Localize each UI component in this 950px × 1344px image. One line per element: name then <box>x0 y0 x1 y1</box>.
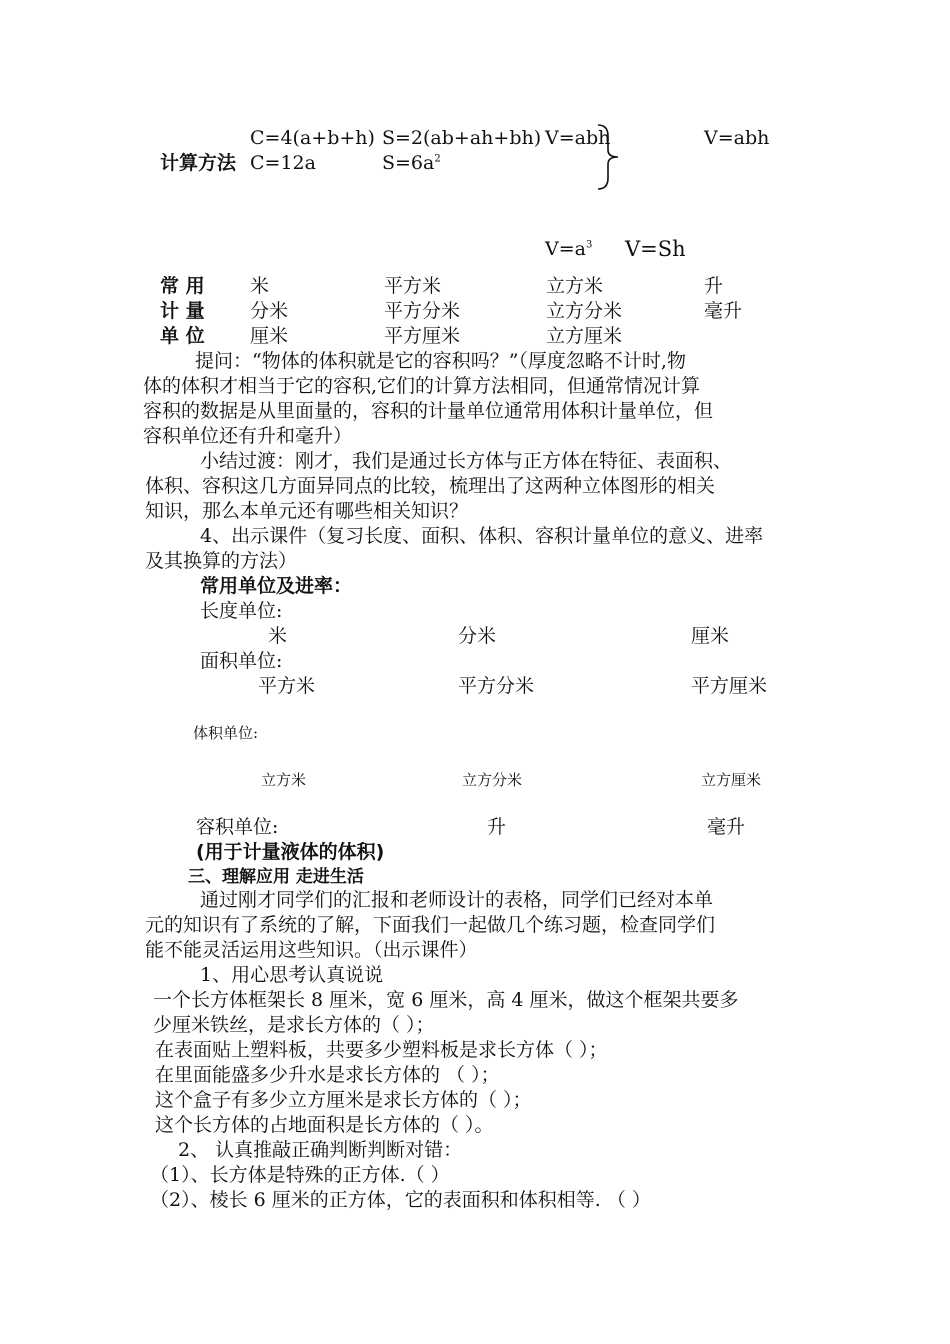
question-line: （2）、棱长 6 厘米的正方体，它的表面积和体积相等. （ ） <box>150 1189 651 1211</box>
table-row-label: 常 用 <box>160 275 205 297</box>
formula-surface-cube: $S=6a^2$ <box>382 152 441 174</box>
paragraph-line: 容积的数据是从里面量的，容积的计量单位通常用体积计量单位，但 <box>143 400 714 422</box>
volume-units-label: 体积单位: <box>193 724 259 742</box>
section-heading: 三、理解应用 走进生活 <box>188 867 364 887</box>
table-cell: 毫升 <box>704 300 743 322</box>
question-line: 一个长方体框架长 8 厘米，宽 6 厘米，高 4 厘米，做这个框架共要多 <box>153 989 739 1011</box>
unit-item: 分米 <box>458 625 497 647</box>
table-cell: 升 <box>704 275 724 297</box>
formula-volume-cuboid: V=abh <box>545 127 611 149</box>
formula-volume-general: V=abh <box>704 127 770 149</box>
paragraph-line: 体的体积才相当于它的容积,它们的计算方法相同，但通常情况计算 <box>143 375 701 397</box>
question-line: 在里面能盛多少升水是求长方体的 （ ）； <box>155 1064 500 1086</box>
unit-item: 升 <box>487 816 507 838</box>
unit-item: 立方厘米 <box>701 771 762 789</box>
area-units-label: 面积单位: <box>200 650 283 672</box>
unit-item: 厘米 <box>691 625 730 647</box>
paragraph-line: 提问：“物体的体积就是它的容积吗？”（厚度忽略不计时,物 <box>195 350 686 372</box>
section-heading: 常用单位及进率： <box>200 575 353 597</box>
unit-item: 平方分米 <box>458 675 535 697</box>
unit-item: 平方米 <box>258 675 316 697</box>
table-row-label: 单 位 <box>160 325 205 347</box>
question-line: 这个盒子有多少立方厘米是求长方体的（ ）； <box>155 1089 532 1111</box>
question-line: 这个长方体的占地面积是长方体的（ ）。 <box>155 1114 494 1136</box>
table-cell: 立方分米 <box>546 300 623 322</box>
paragraph-line: 及其换算的方法） <box>145 550 298 572</box>
formula-volume-prism: V=Sh <box>625 237 686 261</box>
question-line: 在表面贴上塑料板，共要多少塑料板是求长方体（ ）； <box>155 1039 608 1061</box>
formula-surface-cuboid: S=2(ab+ah+bh) <box>382 127 542 149</box>
table-cell: 平方米 <box>384 275 442 297</box>
question-title: 1、用心思考认真说说 <box>200 964 384 986</box>
table-cell: 立方米 <box>546 275 604 297</box>
table-cell: 立方厘米 <box>546 325 623 347</box>
paragraph-line: 4、出示课件（复习长度、面积、体积、容积计量单位的意义、进率 <box>200 525 764 547</box>
paragraph-line: 小结过渡：刚才，我们是通过长方体与正方体在特征、表面积、 <box>200 450 733 472</box>
table-cell: 平方厘米 <box>384 325 461 347</box>
table-cell: 分米 <box>250 300 289 322</box>
length-units-label: 长度单位: <box>200 600 283 622</box>
unit-item: 立方分米 <box>462 771 523 789</box>
paragraph-line: 元的知识有了系统的了解，下面我们一起做几个练习题，检查同学们 <box>145 914 716 936</box>
capacity-note: (用于计量液体的体积) <box>196 841 385 863</box>
right-brace-icon <box>596 124 620 190</box>
table-cell: 米 <box>250 275 270 297</box>
paragraph-line: 能不能灵活运用这些知识。（出示课件） <box>145 939 478 961</box>
paragraph-line: 知识，那么本单元还有哪些相关知识？ <box>145 500 469 522</box>
table-cell: 平方分米 <box>384 300 461 322</box>
formula-volume-cube: $V=a^3$ <box>545 238 593 260</box>
paragraph-line: 体积、容积这几方面异同点的比较，梳理出了这两种立体图形的相关 <box>145 475 716 497</box>
paragraph-line: 通过刚才同学们的汇报和老师设计的表格，同学们已经对本单 <box>200 889 714 911</box>
table-cell: 厘米 <box>250 325 289 347</box>
formula-perimeter-cube: C=12a <box>250 152 316 174</box>
paragraph-line: 容积单位还有升和毫升） <box>143 425 353 447</box>
unit-item: 平方厘米 <box>691 675 768 697</box>
unit-item: 毫升 <box>707 816 746 838</box>
question-line: 少厘米铁丝，是求长方体的（ ）； <box>153 1014 435 1036</box>
unit-item: 立方米 <box>261 771 307 789</box>
formula-label: 计算方法 <box>160 152 237 174</box>
formula-perimeter-cuboid: C=4(a+b+h) <box>250 127 375 149</box>
table-row-label: 计 量 <box>160 300 205 322</box>
question-title: 2、 认真推敲正确判断判断对错： <box>178 1139 463 1161</box>
question-line: （1）、长方体是特殊的正方体.（ ） <box>150 1164 450 1186</box>
unit-item: 米 <box>268 625 288 647</box>
capacity-units-label: 容积单位: <box>196 816 279 838</box>
